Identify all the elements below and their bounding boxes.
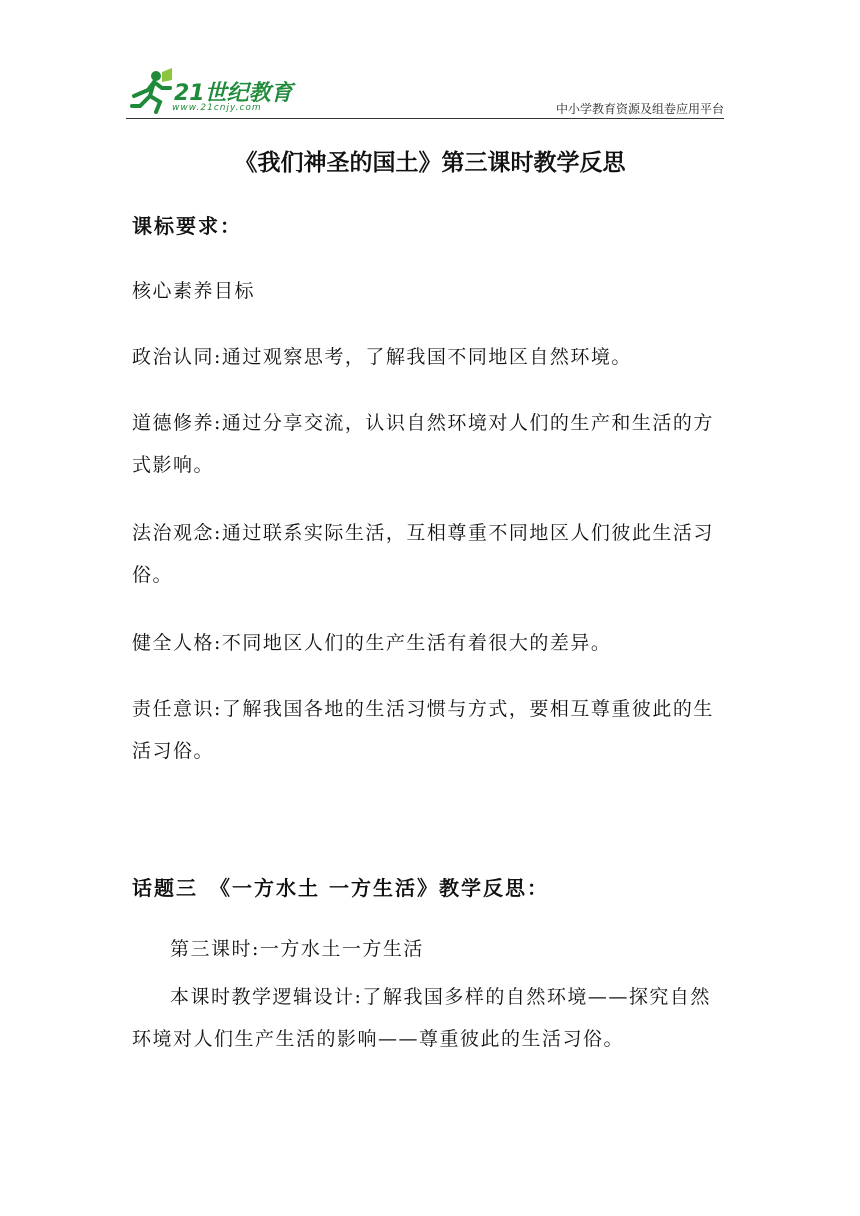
curriculum-item-personality: 健全人格:不同地区人们的生产生活有着很大的差异。 [132,632,612,654]
page-title: 《我们神圣的国土》第三课时教学反思 [234,150,626,176]
logo-brand: 21世纪教育 [174,81,293,106]
page-header [126,66,724,119]
platform-name: 中小学教育资源及组卷应用平台 [555,102,724,116]
curriculum-heading: 课标要求： [132,214,242,238]
runner-icon [126,66,176,116]
curriculum-subheading: 核心素养目标 [132,280,256,302]
logo [126,66,316,116]
curriculum-item-political: 政治认同:通过观察思考，了解我国不同地区自然环境。 [132,346,632,368]
topic-lesson: 第三课时:一方水土一方生活 [170,938,424,960]
curriculum-item-responsibility: 责任意识:了解我国各地的生活习惯与方式，要相互尊重彼此的生活习俗。 [132,698,714,762]
topic-design: 本课时教学逻辑设计:了解我国多样的自然环境——探究自然环境对人们生产生活的影响——尊重彼此的生活习俗。 [132,986,711,1050]
topic-heading: 话题三 《一方水土 一方生活》教学反思： [132,876,549,900]
logo-url: www.21cnjy.com [172,103,262,113]
curriculum-item-moral: 道德修养:通过分享交流，认识自然环境对人们的生产和生活的方式影响。 [132,412,714,476]
curriculum-item-law: 法治观念:通过联系实际生活，互相尊重不同地区人们彼此生活习俗。 [132,522,714,586]
